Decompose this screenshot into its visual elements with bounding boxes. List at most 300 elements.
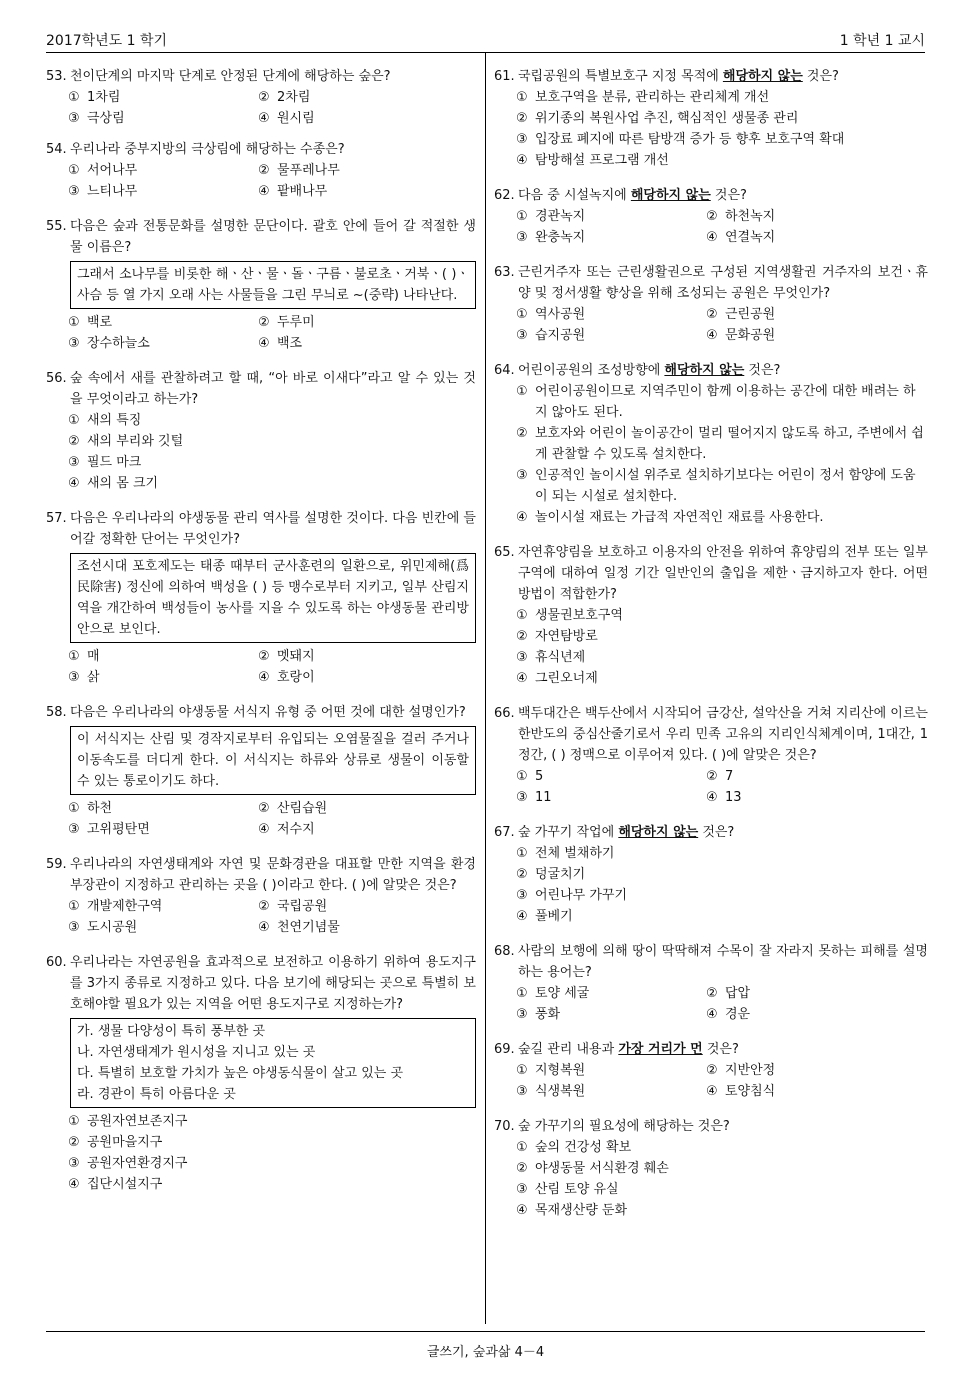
option-marker: ③ xyxy=(68,822,80,837)
question-64 xyxy=(494,360,928,528)
question-stem xyxy=(46,368,476,410)
option-4[interactable] xyxy=(706,1081,896,1102)
option-text: 고위평탄면 xyxy=(87,822,150,837)
option-marker: ③ xyxy=(68,1156,80,1171)
option-3[interactable] xyxy=(68,1153,476,1174)
stem-text: 숲 가꾸기의 필요성에 해당하는 것은? xyxy=(518,1119,730,1134)
option-4[interactable] xyxy=(706,325,896,346)
question-stem xyxy=(46,66,476,87)
option-marker: ③ xyxy=(516,888,528,903)
option-marker: ② xyxy=(516,1161,528,1176)
question-text xyxy=(518,822,928,843)
answer-options xyxy=(516,381,928,528)
option-3[interactable] xyxy=(516,885,928,906)
option-marker: ① xyxy=(516,1140,528,1155)
option-3[interactable] xyxy=(516,1179,928,1200)
question-text xyxy=(518,703,928,766)
option-marker: ① xyxy=(516,846,528,861)
question-54 xyxy=(46,139,476,202)
option-marker: ④ xyxy=(516,153,528,168)
option-text: 공원마을지구 xyxy=(87,1135,163,1150)
option-4[interactable] xyxy=(516,906,928,927)
question-number: 60. xyxy=(46,955,67,970)
option-marker: ④ xyxy=(706,230,718,245)
question-69 xyxy=(494,1039,928,1102)
option-1[interactable] xyxy=(68,896,258,917)
option-marker: ③ xyxy=(516,790,528,805)
question-number: 59. xyxy=(46,857,67,872)
option-marker: ② xyxy=(706,986,718,1001)
option-2[interactable] xyxy=(258,87,448,108)
option-text: 보호자와 어린이 놀이공간이 멀리 떨어지지 않도록 하고, 주변에서 쉽게 관찰할 수 있도록 설치한다. xyxy=(535,426,924,462)
question-65 xyxy=(494,542,928,689)
option-row xyxy=(68,667,476,688)
option-1[interactable] xyxy=(516,206,706,227)
answer-options xyxy=(516,1137,928,1221)
stem-text: 사람의 보행에 의해 땅이 딱딱해져 수목이 잘 자라지 못하는 피해를 설명하는 용어는? xyxy=(518,944,928,980)
question-55 xyxy=(46,216,476,354)
option-1[interactable] xyxy=(68,798,258,819)
answer-options xyxy=(516,843,928,927)
option-text: 산림 토양 유실 xyxy=(535,1182,619,1197)
option-row xyxy=(68,917,476,938)
option-marker: ④ xyxy=(258,111,270,126)
option-2[interactable] xyxy=(706,1060,896,1081)
option-text: 개발제한구역 xyxy=(87,899,163,914)
option-1[interactable] xyxy=(68,312,258,333)
passage-box xyxy=(70,726,476,795)
option-text: 새의 부리와 깃털 xyxy=(87,434,184,449)
option-3[interactable] xyxy=(68,917,258,938)
option-text: 하천 xyxy=(87,801,113,816)
option-2[interactable] xyxy=(706,304,896,325)
question-text xyxy=(70,702,476,723)
option-text: 저수지 xyxy=(277,822,315,837)
option-4[interactable] xyxy=(258,917,448,938)
stem-text-end: 것은? xyxy=(702,1042,739,1057)
question-stem xyxy=(494,185,928,206)
option-2[interactable] xyxy=(68,431,476,452)
option-4[interactable] xyxy=(516,150,928,171)
question-number: 63. xyxy=(494,265,515,280)
option-marker: ③ xyxy=(516,230,528,245)
option-marker: ④ xyxy=(516,1203,528,1218)
question-stem xyxy=(494,941,928,983)
option-text: 천연기념물 xyxy=(277,920,340,935)
question-text xyxy=(518,185,928,206)
option-text: 식생복원 xyxy=(535,1084,586,1099)
stem-emphasis: 해당하지 않는 xyxy=(664,363,745,378)
option-text: 야생동물 서식환경 훼손 xyxy=(535,1161,669,1176)
option-row xyxy=(516,787,928,808)
option-3[interactable] xyxy=(516,787,706,808)
question-61 xyxy=(494,66,928,171)
stem-text-end: 것은? xyxy=(802,69,839,84)
option-marker: ③ xyxy=(516,132,528,147)
question-67 xyxy=(494,822,928,927)
option-marker: ③ xyxy=(68,670,80,685)
question-58 xyxy=(46,702,476,840)
option-3[interactable] xyxy=(68,181,258,202)
option-row xyxy=(68,181,476,202)
option-1[interactable] xyxy=(516,605,928,626)
option-marker: ④ xyxy=(258,920,270,935)
question-text xyxy=(518,262,928,304)
question-number: 69. xyxy=(494,1042,515,1057)
option-1[interactable] xyxy=(516,381,928,423)
answer-options xyxy=(516,983,928,1025)
option-row xyxy=(516,766,928,787)
question-text xyxy=(518,360,928,381)
option-2[interactable] xyxy=(516,864,928,885)
option-3[interactable] xyxy=(516,227,706,248)
stem-text: 다음은 숲과 전통문화를 설명한 문단이다. 괄호 안에 들어 갈 적절한 생물 이름은? xyxy=(70,219,476,255)
option-marker: ④ xyxy=(68,476,80,491)
stem-text-end: 것은? xyxy=(698,825,735,840)
option-text: 어린나무 가꾸기 xyxy=(535,888,628,903)
question-stem xyxy=(46,139,476,160)
answer-options xyxy=(516,304,928,346)
question-stem xyxy=(494,542,928,605)
option-3[interactable] xyxy=(68,667,258,688)
option-text: 완충녹지 xyxy=(535,230,586,245)
option-row xyxy=(516,206,928,227)
question-number: 68. xyxy=(494,944,515,959)
option-marker: ③ xyxy=(516,328,528,343)
option-marker: ④ xyxy=(516,909,528,924)
option-marker: ② xyxy=(516,111,528,126)
option-marker: ④ xyxy=(258,822,270,837)
option-1[interactable] xyxy=(516,87,928,108)
option-row xyxy=(68,87,476,108)
question-59 xyxy=(46,854,476,938)
question-68 xyxy=(494,941,928,1025)
question-stem xyxy=(494,360,928,381)
question-text xyxy=(70,139,476,160)
option-marker: ② xyxy=(258,90,270,105)
option-marker: ① xyxy=(516,209,528,224)
option-marker: ② xyxy=(516,426,528,441)
option-text: 집단시설지구 xyxy=(87,1177,163,1192)
option-text: 연결녹지 xyxy=(725,230,776,245)
option-4[interactable] xyxy=(706,1004,896,1025)
option-text: 1차림 xyxy=(87,90,121,105)
option-text: 숲의 건강성 확보 xyxy=(535,1140,632,1155)
option-text: 위기종의 복원사업 추진, 핵심적인 생물종 관리 xyxy=(535,111,799,126)
option-text: 역사공원 xyxy=(535,307,586,322)
option-3[interactable] xyxy=(516,1081,706,1102)
option-text: 산림습원 xyxy=(277,801,328,816)
question-text xyxy=(518,1116,928,1137)
answer-options xyxy=(68,1111,476,1195)
stem-text-end: 것은? xyxy=(710,188,747,203)
question-stem xyxy=(46,952,476,1015)
option-marker: ② xyxy=(516,629,528,644)
answer-options xyxy=(68,410,476,494)
question-number: 54. xyxy=(46,142,67,157)
stem-text: 다음은 우리나라의 야생동물 관리 역사를 설명한 것이다. 다음 빈칸에 들어갈 정확한 단어는 무엇인가? xyxy=(70,511,476,547)
question-number: 70. xyxy=(494,1119,515,1134)
option-text: 답압 xyxy=(725,986,751,1001)
option-4[interactable] xyxy=(706,787,896,808)
option-2[interactable] xyxy=(516,1158,928,1179)
option-3[interactable] xyxy=(516,647,928,668)
option-text: 새의 특징 xyxy=(87,413,142,428)
option-row xyxy=(68,333,476,354)
option-marker: ② xyxy=(258,315,270,330)
option-2[interactable] xyxy=(258,896,448,917)
question-63 xyxy=(494,262,928,346)
option-text: 5 xyxy=(535,769,544,784)
header-semester: 2017학년도 1 학기 xyxy=(46,33,168,49)
option-1[interactable] xyxy=(516,843,928,864)
option-1[interactable] xyxy=(516,983,706,1004)
option-text: 매 xyxy=(87,649,100,664)
option-marker: ② xyxy=(706,769,718,784)
option-row xyxy=(516,1004,928,1025)
option-text: 자연탐방로 xyxy=(535,629,598,644)
question-stem xyxy=(494,1039,928,1060)
answer-options xyxy=(516,206,928,248)
option-text: 경관녹지 xyxy=(535,209,586,224)
option-text: 토양 세굴 xyxy=(535,986,590,1001)
question-number: 55. xyxy=(46,219,67,234)
option-marker: ④ xyxy=(258,670,270,685)
option-2[interactable] xyxy=(706,206,896,227)
option-1[interactable] xyxy=(516,766,706,787)
option-text: 7 xyxy=(725,769,734,784)
stem-text: 다음은 우리나라의 야생동물 서식지 유형 중 어떤 것에 대한 설명인가? xyxy=(70,705,466,720)
option-marker: ① xyxy=(68,899,80,914)
option-text: 느티나무 xyxy=(87,184,138,199)
option-marker: ③ xyxy=(516,1007,528,1022)
question-60 xyxy=(46,952,476,1195)
question-number: 65. xyxy=(494,545,515,560)
option-marker: ② xyxy=(516,867,528,882)
option-text: 삵 xyxy=(87,670,100,685)
option-2[interactable] xyxy=(258,312,448,333)
option-text: 어린이공원이므로 지역주민이 함께 이용하는 공간에 대한 배려는 하지 않아도 된다. xyxy=(535,384,916,420)
option-row xyxy=(516,983,928,1004)
option-marker: ④ xyxy=(706,328,718,343)
option-1[interactable] xyxy=(516,304,706,325)
option-row xyxy=(516,227,928,248)
option-text: 보호구역을 분류, 관리하는 관리체계 개선 xyxy=(535,90,770,105)
option-3[interactable] xyxy=(516,325,706,346)
option-4[interactable] xyxy=(706,227,896,248)
question-62 xyxy=(494,185,928,248)
stem-text: 다음 중 시설녹지에 xyxy=(518,188,631,203)
option-2[interactable] xyxy=(706,983,896,1004)
question-number: 66. xyxy=(494,706,515,721)
option-text: 새의 몸 크기 xyxy=(87,476,159,491)
option-marker: ③ xyxy=(516,1084,528,1099)
question-stem xyxy=(494,66,928,87)
option-2[interactable] xyxy=(516,108,928,129)
question-text xyxy=(518,542,928,605)
option-2[interactable] xyxy=(258,798,448,819)
passage-box xyxy=(70,553,476,643)
option-text: 전체 벌채하기 xyxy=(535,846,615,861)
option-4[interactable] xyxy=(258,667,448,688)
option-3[interactable] xyxy=(68,108,258,129)
option-text: 극상림 xyxy=(87,111,125,126)
option-4[interactable] xyxy=(258,181,448,202)
stem-text-end: 것은? xyxy=(744,363,781,378)
option-marker: ④ xyxy=(258,336,270,351)
option-text: 근린공원 xyxy=(725,307,776,322)
option-text: 필드 마크 xyxy=(87,455,142,470)
option-text: 공원자연환경지구 xyxy=(87,1156,188,1171)
option-row xyxy=(516,325,928,346)
passage-line: 조선시대 포호제도는 태종 때부터 군사훈련의 일환으로, 위민제해(爲民除害) 정신에 의하여 백성을 ( ) 등 맹수로부터 지키고, 일부 산림지역을 개간하여 백성들이 농사를 지을 수 있도록 하는 야생동물 관리방안으로 보인다. xyxy=(77,559,469,637)
option-2[interactable] xyxy=(258,160,448,181)
option-marker: ① xyxy=(516,384,528,399)
stem-text: 우리나라 중부지방의 극상림에 해당하는 수종은? xyxy=(70,142,345,157)
passage-line: 그래서 소나무를 비롯한 해ㆍ산ㆍ물ㆍ돌ㆍ구름ㆍ불로초ㆍ거북ㆍ( )ㆍ사슴 등 열 가지 오래 사는 사물들을 그린 무늬로 ~(중략) 나타난다. xyxy=(77,267,469,303)
passage-line: 이 서식지는 산림 및 경작지로부터 유입되는 오염물질을 걸러 주거나 이동속도를 더디게 한다. 이 서식지는 하류와 상류로 생물이 이동할 수 있는 통로이기도 하다. xyxy=(77,732,469,789)
option-marker: ② xyxy=(68,434,80,449)
option-text: 2차림 xyxy=(277,90,311,105)
option-text: 휴식년제 xyxy=(535,650,586,665)
option-1[interactable] xyxy=(68,87,258,108)
option-row xyxy=(68,108,476,129)
option-row xyxy=(516,304,928,325)
option-2[interactable] xyxy=(68,1132,476,1153)
stem-text: 국립공원의 특별보호구 지정 목적에 xyxy=(518,69,723,84)
answer-options xyxy=(516,87,928,171)
question-text xyxy=(70,854,476,896)
option-marker: ② xyxy=(258,801,270,816)
option-text: 풍화 xyxy=(535,1007,561,1022)
option-text: 팥배나무 xyxy=(277,184,328,199)
passage-line: 라. 경관이 특히 아름다운 곳 xyxy=(77,1087,236,1102)
question-66 xyxy=(494,703,928,808)
question-53 xyxy=(46,66,476,129)
option-marker: ③ xyxy=(516,650,528,665)
question-number: 56. xyxy=(46,371,67,386)
stem-text: 어린이공원의 조성방향에 xyxy=(518,363,665,378)
question-70 xyxy=(494,1116,928,1221)
option-marker: ③ xyxy=(68,184,80,199)
column-divider xyxy=(485,53,486,1324)
option-3[interactable] xyxy=(516,465,928,507)
option-text: 습지공원 xyxy=(535,328,586,343)
option-text: 놀이시설 재료는 가급적 자연적인 재료를 사용한다. xyxy=(535,510,824,525)
question-text xyxy=(70,216,476,258)
option-4[interactable] xyxy=(258,333,448,354)
option-marker: ④ xyxy=(516,671,528,686)
option-marker: ④ xyxy=(706,1084,718,1099)
option-3[interactable] xyxy=(516,129,928,150)
option-1[interactable] xyxy=(68,646,258,667)
option-marker: ③ xyxy=(516,1182,528,1197)
option-3[interactable] xyxy=(516,1004,706,1025)
question-stem xyxy=(494,1116,928,1137)
question-text xyxy=(70,66,476,87)
option-text: 그린오너제 xyxy=(535,671,598,686)
passage-box xyxy=(70,1018,476,1108)
option-2[interactable] xyxy=(258,646,448,667)
option-1[interactable] xyxy=(516,1060,706,1081)
option-1[interactable] xyxy=(68,160,258,181)
option-marker: ② xyxy=(706,209,718,224)
stem-text: 백두대간은 백두산에서 시작되어 금강산, 설악산을 거쳐 지리산에 이르는 한반도의 중심산줄기로서 우리 민족 고유의 지리인식체계이며, 1대간, 1정간, ( ) 정맥으로 이루어져 있다. ( )에 알맞은 것은? xyxy=(518,706,928,763)
option-row xyxy=(68,312,476,333)
option-marker: ③ xyxy=(516,468,528,483)
option-3[interactable] xyxy=(68,819,258,840)
option-4[interactable] xyxy=(258,108,448,129)
question-text xyxy=(70,368,476,410)
option-row xyxy=(68,798,476,819)
option-1[interactable] xyxy=(68,410,476,431)
option-marker: ② xyxy=(706,307,718,322)
answer-options xyxy=(516,605,928,689)
option-marker: ① xyxy=(68,1114,80,1129)
option-marker: ① xyxy=(516,307,528,322)
question-text xyxy=(70,952,476,1015)
option-marker: ③ xyxy=(68,111,80,126)
option-4[interactable] xyxy=(68,473,476,494)
stem-text: 자연휴양림을 보호하고 이용자의 안전을 위하여 휴양림의 전부 또는 일부 구역에 대하여 일정 기간 일반인의 출입을 제한ㆍ금지하고자 한다. 어떤 방법이 적합한가? xyxy=(518,545,928,602)
option-2[interactable] xyxy=(706,766,896,787)
option-marker: ② xyxy=(258,163,270,178)
option-2[interactable] xyxy=(516,626,928,647)
option-text: 백로 xyxy=(87,315,113,330)
answer-options xyxy=(68,646,476,688)
option-marker: ① xyxy=(516,608,528,623)
question-number: 64. xyxy=(494,363,515,378)
question-number: 61. xyxy=(494,69,515,84)
question-stem xyxy=(46,508,476,550)
option-4[interactable] xyxy=(516,668,928,689)
passage-line: 가. 생물 다양성이 특히 풍부한 곳 xyxy=(77,1024,266,1039)
option-marker: ③ xyxy=(68,455,80,470)
option-marker: ① xyxy=(68,163,80,178)
question-57 xyxy=(46,508,476,688)
option-text: 멧돼지 xyxy=(277,649,315,664)
option-marker: ① xyxy=(68,413,80,428)
option-text: 덩굴치기 xyxy=(535,867,586,882)
option-text: 호랑이 xyxy=(277,670,315,685)
right-column xyxy=(494,66,928,1221)
option-marker: ① xyxy=(68,801,80,816)
option-2[interactable] xyxy=(516,423,928,465)
question-number: 58. xyxy=(46,705,67,720)
option-4[interactable] xyxy=(516,507,928,528)
option-4[interactable] xyxy=(68,1174,476,1195)
passage-line: 나. 자연생태계가 원시성을 지니고 있는 곳 xyxy=(77,1045,316,1060)
option-marker: ② xyxy=(706,1063,718,1078)
option-3[interactable] xyxy=(68,333,258,354)
option-text: 장수하늘소 xyxy=(87,336,150,351)
question-text xyxy=(518,66,928,87)
stem-text: 우리나라의 자연생태계와 자연 및 문화경관을 대표할 만한 지역을 환경부장관이 지정하고 관리하는 곳을 ( )이라고 한다. ( )에 알맞은 것은? xyxy=(70,857,476,893)
option-text: 11 xyxy=(535,790,552,805)
question-number: 62. xyxy=(494,188,515,203)
option-marker: ① xyxy=(516,769,528,784)
stem-emphasis: 해당하지 않는 xyxy=(722,69,803,84)
option-3[interactable] xyxy=(68,452,476,473)
option-text: 풀베기 xyxy=(535,909,573,924)
option-text: 물푸레나무 xyxy=(277,163,340,178)
option-text: 지반안정 xyxy=(725,1063,776,1078)
option-4[interactable] xyxy=(258,819,448,840)
stem-emphasis: 해당하지 않는 xyxy=(630,188,711,203)
option-1[interactable] xyxy=(68,1111,476,1132)
option-4[interactable] xyxy=(516,1200,928,1221)
option-1[interactable] xyxy=(516,1137,928,1158)
